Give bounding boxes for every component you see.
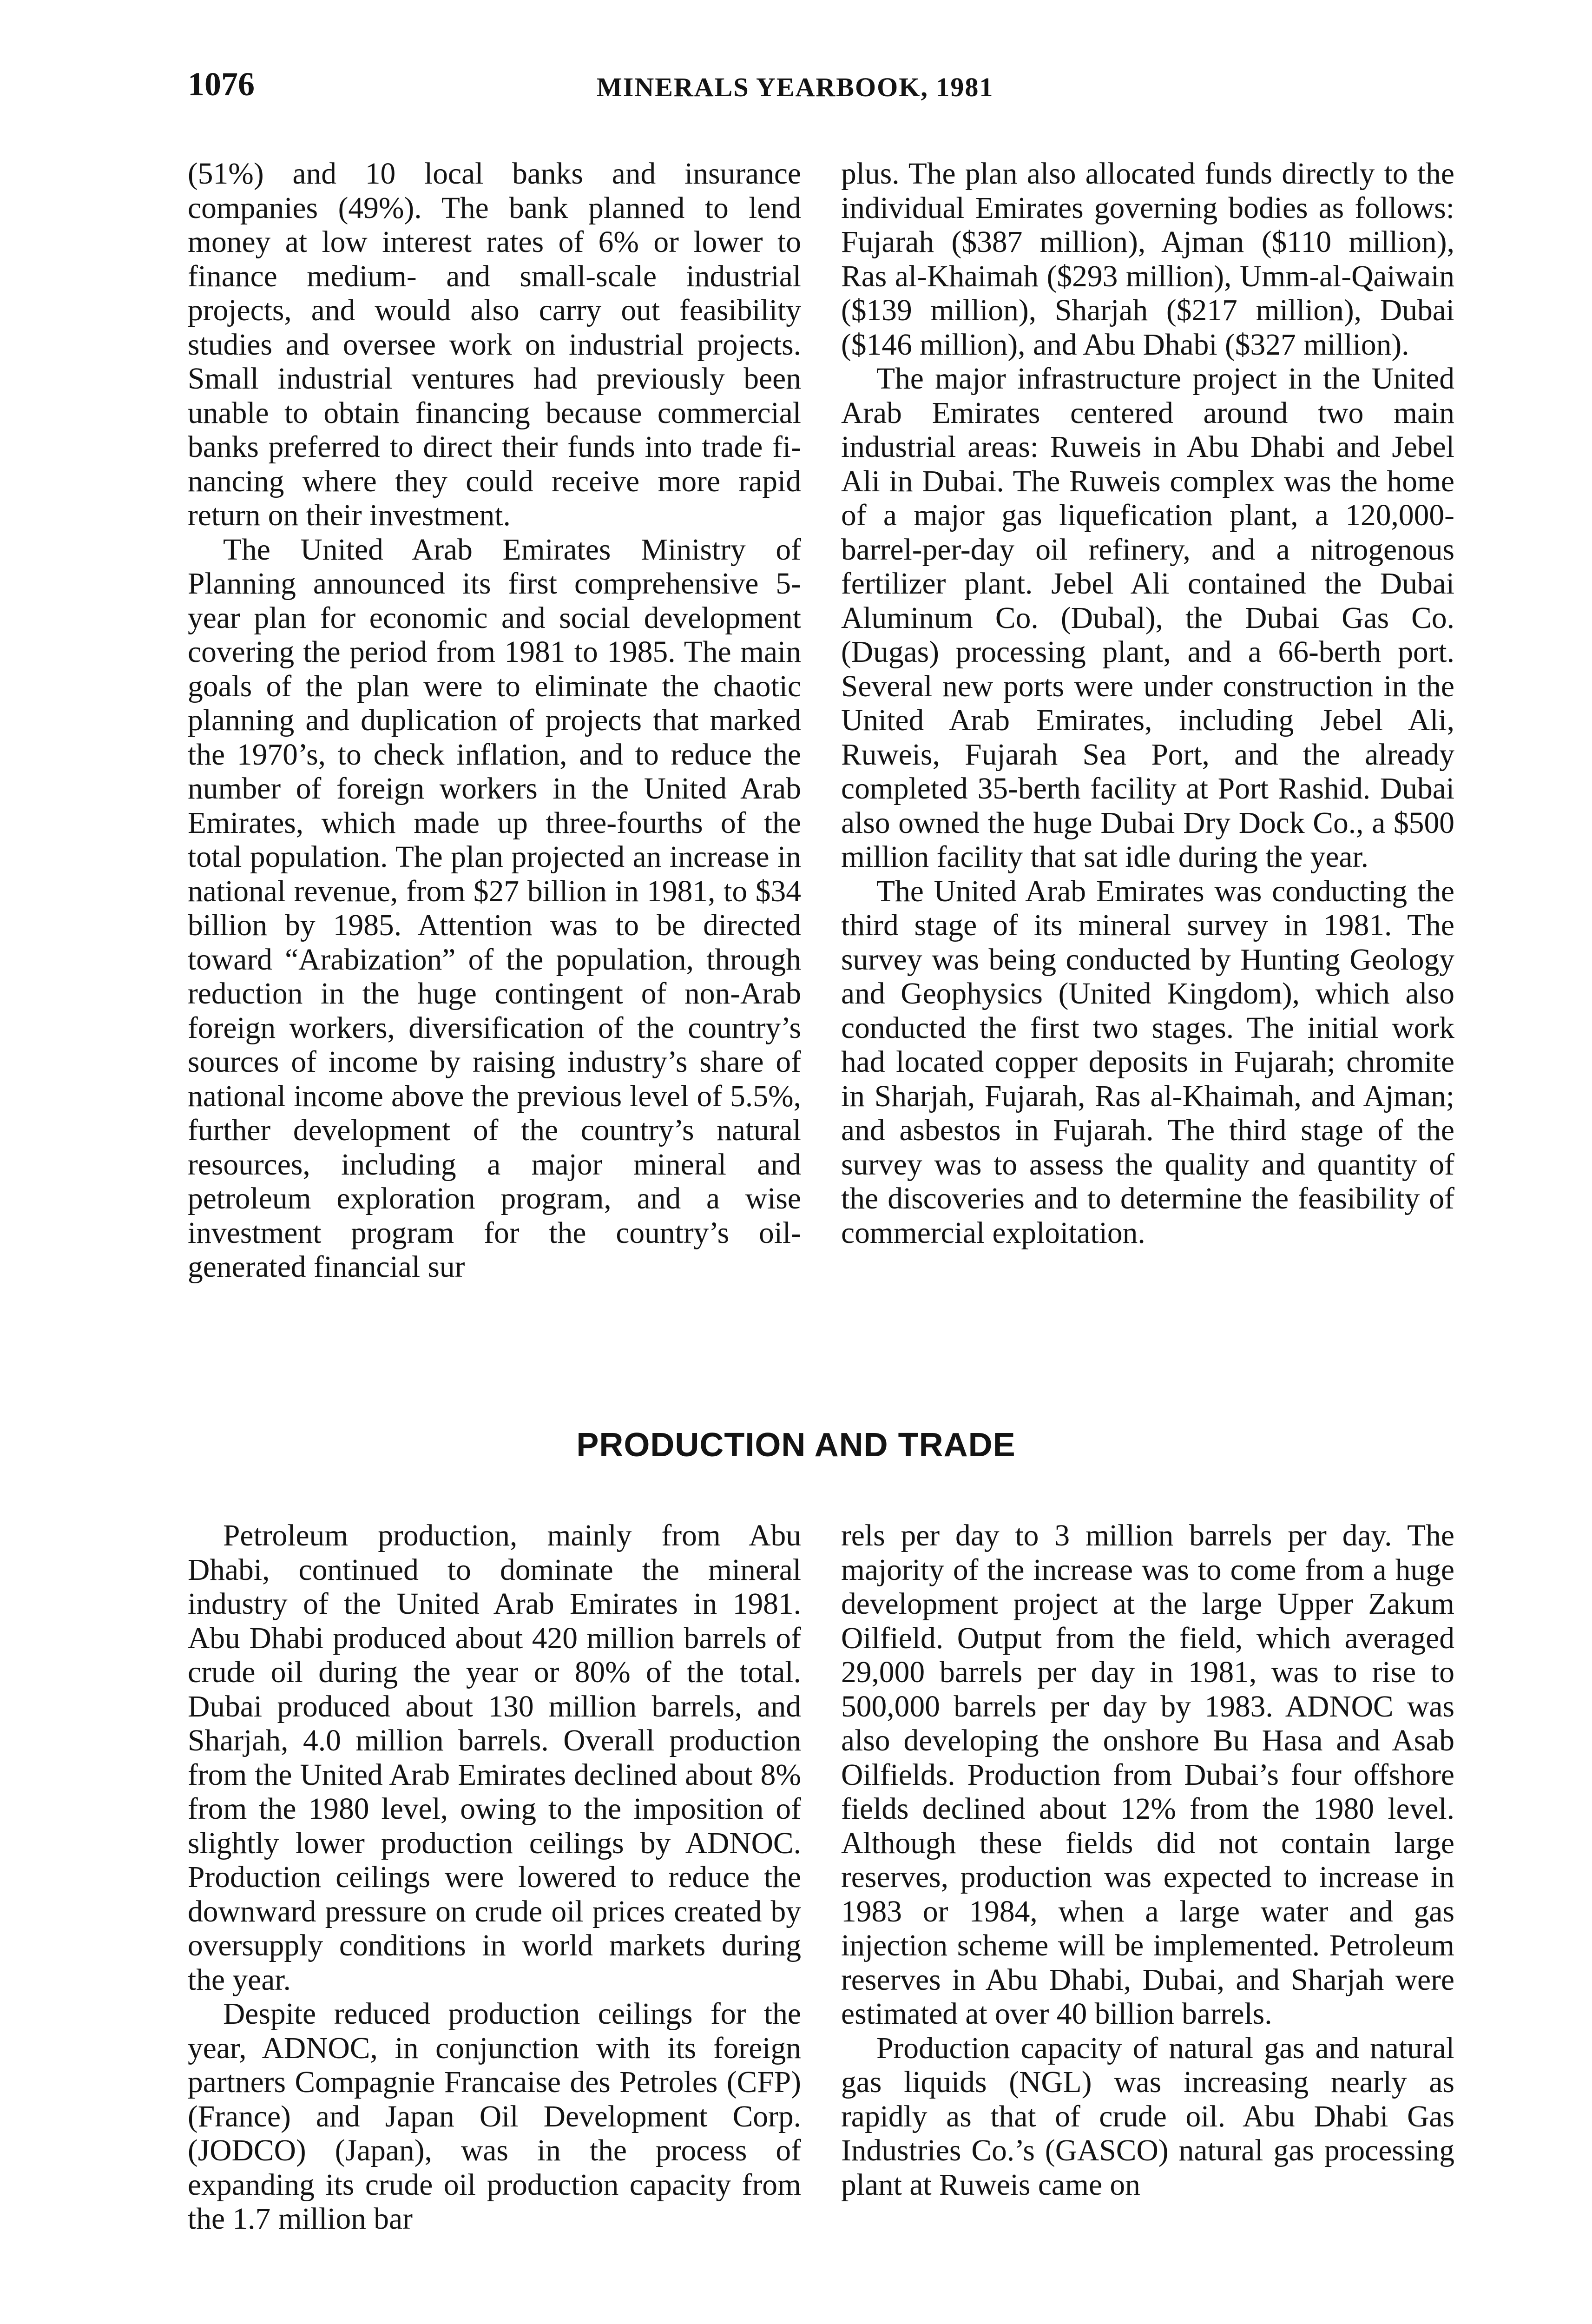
- paragraph: The United Arab Emirates was conducting the third stage of its mineral survey in 1981. The survey was being conducted by Hunting Geology and Geophysics (United Kingdom), which also conducted the first two stages. The initial work had located copper deposits in Fujarah; chromite in Sharjah, Fujarah, Ras al-Khaimah, and Ajman; and asbestos in Fujarah. The third stage of the survey was to assess the quality and quantity of the discoveries and to determine the feasibility of commercial exploitation.: [841, 874, 1454, 1250]
- paragraph: (51%) and 10 local banks and insurance companies (49%). The bank planned to lend money at low interest rates of 6% or lower to finance medium- and small-scale industrial projects, and would also carry out feasibility studies and oversee work on industrial projects. Small industrial ventures had previously been unable to obtain financing because commercial banks preferred to direct their funds into trade financing where they could receive more rapid return on their investment.: [188, 157, 801, 532]
- upper-left-column: [188, 157, 801, 1285]
- upper-right-column: [841, 157, 1454, 1250]
- paragraph: Petroleum production, mainly from Abu Dhabi, continued to dominate the mineral industry of the United Arab Emirates in 1981. Abu Dhabi produced about 420 million barrels of crude oil during the year or 80% of the total. Dubai produced about 130 million barrels, and Sharjah, 4.0 million barrels. Overall production from the United Arab Emirates declined about 8% from the 1980 level, owing to the imposition of slightly lower production ceilings by ADNOC. Production ceilings were lowered to reduce the downward pressure on crude oil prices created by oversupply conditions in world markets during the year.: [188, 1519, 801, 1997]
- running-title: MINERALS YEARBOOK, 1981: [597, 72, 994, 102]
- lower-right-column: [841, 1519, 1454, 2202]
- paragraph: plus. The plan also allocated funds directly to the individual Emirates governing bodies as follows: Fujarah ($387 million), Ajman ($110 million), Ras al-Khaimah ($293 million), Umm-al-Qaiwain ($139 million), Sharjah ($217 million), Dubai ($146 million), and Abu Dhabi ($327 million).: [841, 157, 1454, 362]
- page-number: 1076: [188, 66, 255, 103]
- paragraph: Production capacity of natural gas and natural gas liquids (NGL) was increasing nearly as rapidly as that of crude oil. Abu Dhabi Gas Industries Co.’s (GASCO) natural gas processing plant at Ruweis came on: [841, 2031, 1454, 2202]
- paragraph: The major infrastructure project in the United Arab Emirates centered around two main industrial areas: Ruweis in Abu Dhabi and Jebel Ali in Dubai. The Ruweis complex was the home of a major gas liquefication plant, a 120,000-barrel-per-day oil refinery, and a nitrogenous fertilizer plant. Jebel Ali contained the Dubai Aluminum Co. (Dubal), the Dubai Gas Co. (Dugas) processing plant, and a 66-berth port. Several new ports were under construction in the United Arab Emirates, including Jebel Ali, Ruweis, Fujarah Sea Port, and the already completed 35-berth facility at Port Rashid. Dubai also owned the huge Dubai Dry Dock Co., a $500 million facility that sat idle during the year.: [841, 362, 1454, 874]
- paragraph: Despite reduced production ceilings for the year, ADNOC, in conjunction with its foreign partners Compagnie Francaise des Petroles (CFP) (France) and Japan Oil Development Corp. (JODCO) (Japan), was in the process of expanding its crude oil production capacity from the 1.7 million bar: [188, 1997, 801, 2236]
- paragraph: rels per day to 3 million barrels per day. The majority of the increase was to come from a huge development project at the large Upper Zakum Oilfield. Output from the field, which averaged 29,000 barrels per day in 1981, was to rise to 500,000 barrels per day by 1983. ADNOC was also developing the onshore Bu Hasa and Asab Oilfields. Production from Dubai’s four offshore fields declined about 12% from the 1980 level. Although these fields did not contain large reserves, production was expected to increase in 1983 or 1984, when a large water and gas injection scheme will be implemented. Petroleum reserves in Abu Dhabi, Dubai, and Sharjah were estimated at over 40 billion barrels.: [841, 1519, 1454, 2031]
- page-header: [188, 65, 1377, 121]
- lower-left-column: [188, 1519, 801, 2237]
- paragraph: The United Arab Emirates Ministry of Planning announced its first comprehensive 5-year plan for economic and social development covering the period from 1981 to 1985. The main goals of the plan were to eliminate the chaotic planning and duplication of projects that marked the 1970’s, to check inflation, and to reduce the number of foreign workers in the United Arab Emirates, which made up three-fourths of the total population. The plan projected an increase in national revenue, from $27 billion in 1981, to $34 billion by 1985. Attention was to be directed toward “Arabization” of the population, through reduction in the huge contingent of non-Arab foreign workers, diversification of the country’s sources of income by raising industry’s share of national income above the previous level of 5.5%, further development of the country’s natural resources, including a major mineral and petroleum exploration program, and a wise investment program for the country’s oil-generated financial sur: [188, 533, 801, 1284]
- section-heading: PRODUCTION AND TRADE: [576, 1426, 1016, 1464]
